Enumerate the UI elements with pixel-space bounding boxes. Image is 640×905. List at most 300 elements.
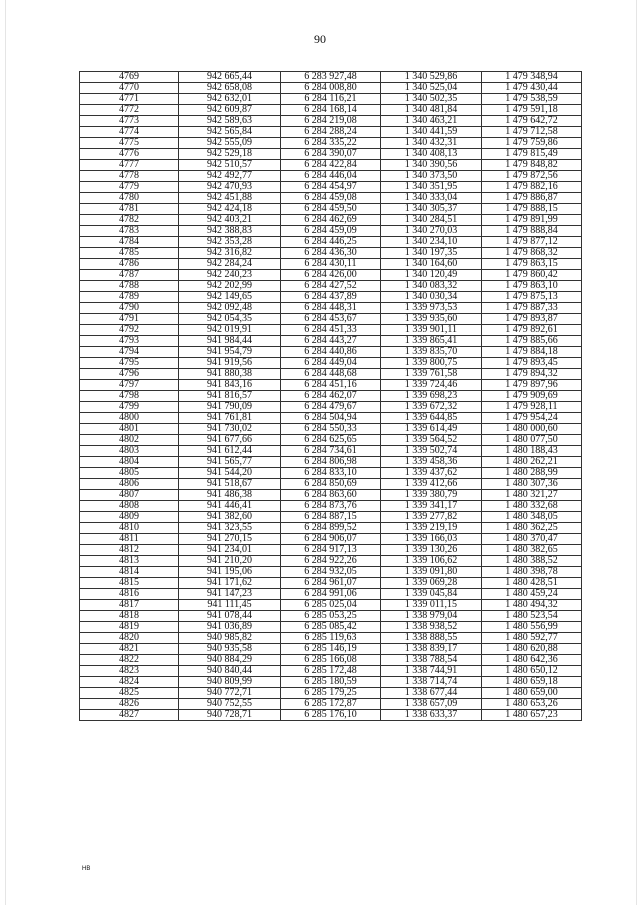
point-number-cell: 4812 (80, 545, 179, 556)
table-row (80, 105, 582, 116)
coord-x2-cell: 1 338 839,17 (381, 644, 482, 655)
coord-x1-cell: 941 486,38 (179, 490, 281, 501)
coord-x2-cell: 1 338 633,37 (381, 710, 482, 721)
coord-x2-cell: 1 339 277,82 (381, 512, 482, 523)
table-row (80, 435, 582, 446)
coord-x2-cell: 1 338 677,44 (381, 688, 482, 699)
coord-x1-cell: 941 919,56 (179, 358, 281, 369)
coord-y1-cell: 6 284 850,69 (281, 479, 381, 490)
coord-x1-cell: 942 510,57 (179, 160, 281, 171)
coord-x1-cell: 940 809,99 (179, 677, 281, 688)
coord-x1-cell: 941 761,81 (179, 413, 281, 424)
coord-y2-cell: 1 479 887,33 (482, 303, 582, 314)
table-row (80, 259, 582, 270)
table-row (80, 116, 582, 127)
coord-y2-cell: 1 479 860,42 (482, 270, 582, 281)
table-row (80, 523, 582, 534)
table-row (80, 127, 582, 138)
point-number-cell: 4783 (80, 226, 179, 237)
coord-y1-cell: 6 284 833,10 (281, 468, 381, 479)
table-row (80, 72, 582, 83)
point-number-cell: 4786 (80, 259, 179, 270)
coord-y2-cell: 1 479 872,56 (482, 171, 582, 182)
coord-y1-cell: 6 285 176,10 (281, 710, 381, 721)
table-row (80, 248, 582, 259)
coord-y2-cell: 1 480 382,65 (482, 545, 582, 556)
coord-x1-cell: 942 492,77 (179, 171, 281, 182)
coord-y2-cell: 1 479 886,87 (482, 193, 582, 204)
coord-y2-cell: 1 479 591,18 (482, 105, 582, 116)
point-number-cell: 4773 (80, 116, 179, 127)
point-number-cell: 4776 (80, 149, 179, 160)
coord-x1-cell: 942 565,84 (179, 127, 281, 138)
coord-x1-cell: 940 772,71 (179, 688, 281, 699)
coord-x2-cell: 1 339 045,84 (381, 589, 482, 600)
point-number-cell: 4815 (80, 578, 179, 589)
coord-y1-cell: 6 285 025,04 (281, 600, 381, 611)
point-number-cell: 4808 (80, 501, 179, 512)
coord-x1-cell: 940 935,58 (179, 644, 281, 655)
coord-x2-cell: 1 340 463,21 (381, 116, 482, 127)
point-number-cell: 4792 (80, 325, 179, 336)
coord-x1-cell: 942 609,87 (179, 105, 281, 116)
table-row (80, 468, 582, 479)
coord-x2-cell: 1 340 030,34 (381, 292, 482, 303)
coord-x1-cell: 941 843,16 (179, 380, 281, 391)
coord-y1-cell: 6 284 906,07 (281, 534, 381, 545)
coord-y1-cell: 6 285 119,63 (281, 633, 381, 644)
coord-x1-cell: 941 790,09 (179, 402, 281, 413)
coord-x2-cell: 1 339 069,28 (381, 578, 482, 589)
coord-y1-cell: 6 284 446,25 (281, 237, 381, 248)
coord-y2-cell: 1 479 815,49 (482, 149, 582, 160)
table-row (80, 171, 582, 182)
table-row (80, 655, 582, 666)
coord-x1-cell: 941 036,89 (179, 622, 281, 633)
coord-x1-cell: 941 147,23 (179, 589, 281, 600)
point-number-cell: 4816 (80, 589, 179, 600)
coord-x2-cell: 1 339 865,41 (381, 336, 482, 347)
coord-x2-cell: 1 340 120,49 (381, 270, 482, 281)
coord-y2-cell: 1 479 892,61 (482, 325, 582, 336)
coord-x2-cell: 1 339 341,17 (381, 501, 482, 512)
coord-y2-cell: 1 480 370,47 (482, 534, 582, 545)
coord-y1-cell: 6 283 927,48 (281, 72, 381, 83)
coord-x2-cell: 1 339 761,58 (381, 369, 482, 380)
point-number-cell: 4827 (80, 710, 179, 721)
table-row (80, 358, 582, 369)
coord-x2-cell: 1 340 197,35 (381, 248, 482, 259)
point-number-cell: 4810 (80, 523, 179, 534)
coord-y1-cell: 6 284 426,00 (281, 270, 381, 281)
coord-x1-cell: 942 353,28 (179, 237, 281, 248)
coord-x1-cell: 941 518,67 (179, 479, 281, 490)
point-number-cell: 4771 (80, 94, 179, 105)
coord-y1-cell: 6 284 219,08 (281, 116, 381, 127)
table-row (80, 611, 582, 622)
coord-y1-cell: 6 284 288,24 (281, 127, 381, 138)
coord-x1-cell: 942 632,01 (179, 94, 281, 105)
coord-y2-cell: 1 480 388,52 (482, 556, 582, 567)
coord-y2-cell: 1 479 884,18 (482, 347, 582, 358)
coord-x2-cell: 1 339 644,85 (381, 413, 482, 424)
coord-y1-cell: 6 284 446,04 (281, 171, 381, 182)
coord-x2-cell: 1 340 305,37 (381, 204, 482, 215)
coord-x1-cell: 942 284,24 (179, 259, 281, 270)
coord-y2-cell: 1 480 523,54 (482, 611, 582, 622)
coord-y1-cell: 6 284 873,76 (281, 501, 381, 512)
coord-x1-cell: 941 730,02 (179, 424, 281, 435)
point-number-cell: 4774 (80, 127, 179, 138)
coord-x2-cell: 1 338 657,09 (381, 699, 482, 710)
coord-x1-cell: 940 884,29 (179, 655, 281, 666)
coord-x2-cell: 1 338 938,52 (381, 622, 482, 633)
table-row (80, 226, 582, 237)
coord-x2-cell: 1 339 724,46 (381, 380, 482, 391)
scan-edge-left (5, 0, 6, 905)
coord-x1-cell: 941 195,06 (179, 567, 281, 578)
coord-x1-cell: 941 880,38 (179, 369, 281, 380)
coord-y1-cell: 6 284 991,06 (281, 589, 381, 600)
coord-y1-cell: 6 285 172,87 (281, 699, 381, 710)
coord-x2-cell: 1 340 373,50 (381, 171, 482, 182)
coord-y1-cell: 6 284 899,52 (281, 523, 381, 534)
coord-y2-cell: 1 479 882,16 (482, 182, 582, 193)
coord-x2-cell: 1 340 333,04 (381, 193, 482, 204)
coord-y2-cell: 1 479 348,94 (482, 72, 582, 83)
coord-y1-cell: 6 284 116,21 (281, 94, 381, 105)
coord-x1-cell: 941 677,66 (179, 435, 281, 446)
point-number-cell: 4825 (80, 688, 179, 699)
coord-y1-cell: 6 285 146,19 (281, 644, 381, 655)
coord-y2-cell: 1 479 888,15 (482, 204, 582, 215)
coord-y1-cell: 6 284 440,86 (281, 347, 381, 358)
coord-x2-cell: 1 339 412,66 (381, 479, 482, 490)
coord-y2-cell: 1 480 321,27 (482, 490, 582, 501)
point-number-cell: 4817 (80, 600, 179, 611)
point-number-cell: 4801 (80, 424, 179, 435)
table-row (80, 369, 582, 380)
coord-y1-cell: 6 284 459,09 (281, 226, 381, 237)
coord-y2-cell: 1 479 848,82 (482, 160, 582, 171)
coord-x1-cell: 941 323,55 (179, 523, 281, 534)
point-number-cell: 4769 (80, 72, 179, 83)
table-row (80, 270, 582, 281)
table-row (80, 600, 582, 611)
table-row (80, 380, 582, 391)
coord-y1-cell: 6 284 625,65 (281, 435, 381, 446)
coord-x2-cell: 1 339 437,62 (381, 468, 482, 479)
coord-y1-cell: 6 284 451,16 (281, 380, 381, 391)
point-number-cell: 4770 (80, 83, 179, 94)
coord-x1-cell: 941 446,41 (179, 501, 281, 512)
point-number-cell: 4818 (80, 611, 179, 622)
coord-x1-cell: 942 589,63 (179, 116, 281, 127)
point-number-cell: 4775 (80, 138, 179, 149)
point-number-cell: 4777 (80, 160, 179, 171)
point-number-cell: 4823 (80, 666, 179, 677)
scan-edge-right (636, 0, 637, 905)
table-row (80, 149, 582, 160)
table-row (80, 677, 582, 688)
coord-x1-cell: 942 316,82 (179, 248, 281, 259)
coord-y1-cell: 6 284 427,52 (281, 281, 381, 292)
coord-x1-cell: 941 171,62 (179, 578, 281, 589)
table-row (80, 490, 582, 501)
table-row (80, 292, 582, 303)
point-number-cell: 4820 (80, 633, 179, 644)
coord-x2-cell: 1 340 351,95 (381, 182, 482, 193)
point-number-cell: 4813 (80, 556, 179, 567)
coord-y2-cell: 1 479 954,24 (482, 413, 582, 424)
coord-x1-cell: 942 658,08 (179, 83, 281, 94)
coord-x1-cell: 941 210,20 (179, 556, 281, 567)
point-number-cell: 4788 (80, 281, 179, 292)
coord-x2-cell: 1 340 502,35 (381, 94, 482, 105)
coord-x2-cell: 1 339 672,32 (381, 402, 482, 413)
coord-x1-cell: 940 985,82 (179, 633, 281, 644)
point-number-cell: 4821 (80, 644, 179, 655)
coord-x2-cell: 1 338 888,55 (381, 633, 482, 644)
coord-y2-cell: 1 480 288,99 (482, 468, 582, 479)
coord-x2-cell: 1 338 744,91 (381, 666, 482, 677)
coord-y1-cell: 6 284 550,33 (281, 424, 381, 435)
coord-y2-cell: 1 479 712,58 (482, 127, 582, 138)
coord-x1-cell: 942 665,44 (179, 72, 281, 83)
coord-y1-cell: 6 284 917,13 (281, 545, 381, 556)
coord-y2-cell: 1 479 430,44 (482, 83, 582, 94)
point-number-cell: 4814 (80, 567, 179, 578)
coord-y2-cell: 1 480 348,05 (482, 512, 582, 523)
coord-y2-cell: 1 480 592,77 (482, 633, 582, 644)
table-row (80, 710, 582, 721)
coord-x2-cell: 1 340 432,31 (381, 138, 482, 149)
coord-x2-cell: 1 338 714,74 (381, 677, 482, 688)
point-number-cell: 4794 (80, 347, 179, 358)
point-number-cell: 4796 (80, 369, 179, 380)
coord-x1-cell: 942 555,09 (179, 138, 281, 149)
coord-y2-cell: 1 479 538,59 (482, 94, 582, 105)
point-number-cell: 4790 (80, 303, 179, 314)
footer-mark: HB (82, 866, 91, 872)
coord-y1-cell: 6 284 961,07 (281, 578, 381, 589)
coord-y1-cell: 6 285 172,48 (281, 666, 381, 677)
coord-x1-cell: 942 403,21 (179, 215, 281, 226)
coord-x2-cell: 1 339 935,60 (381, 314, 482, 325)
coord-y1-cell: 6 284 422,84 (281, 160, 381, 171)
coord-y1-cell: 6 284 436,30 (281, 248, 381, 259)
coord-y1-cell: 6 285 180,59 (281, 677, 381, 688)
table-row (80, 512, 582, 523)
coord-y2-cell: 1 479 928,11 (482, 402, 582, 413)
coord-x1-cell: 941 234,01 (179, 545, 281, 556)
coord-y1-cell: 6 284 462,07 (281, 391, 381, 402)
coord-y1-cell: 6 284 932,05 (281, 567, 381, 578)
table-row (80, 314, 582, 325)
table-row (80, 138, 582, 149)
coord-y2-cell: 1 480 262,21 (482, 457, 582, 468)
coord-x1-cell: 941 544,20 (179, 468, 281, 479)
table-row (80, 534, 582, 545)
table-row (80, 556, 582, 567)
table-row (80, 204, 582, 215)
table-row (80, 402, 582, 413)
coord-y2-cell: 1 480 307,36 (482, 479, 582, 490)
coord-y1-cell: 6 284 451,33 (281, 325, 381, 336)
table-row (80, 666, 582, 677)
point-number-cell: 4787 (80, 270, 179, 281)
coord-y1-cell: 6 284 504,94 (281, 413, 381, 424)
coord-y2-cell: 1 479 875,13 (482, 292, 582, 303)
coord-y2-cell: 1 480 494,32 (482, 600, 582, 611)
point-number-cell: 4824 (80, 677, 179, 688)
table-row (80, 644, 582, 655)
coord-y1-cell: 6 284 459,08 (281, 193, 381, 204)
coord-y2-cell: 1 480 077,50 (482, 435, 582, 446)
point-number-cell: 4804 (80, 457, 179, 468)
coordinates-table-container (79, 71, 581, 721)
point-number-cell: 4803 (80, 446, 179, 457)
coordinates-table (79, 71, 582, 721)
point-number-cell: 4791 (80, 314, 179, 325)
coord-y2-cell: 1 479 894,32 (482, 369, 582, 380)
coord-y2-cell: 1 479 877,12 (482, 237, 582, 248)
coord-x2-cell: 1 339 835,70 (381, 347, 482, 358)
coord-x1-cell: 942 240,23 (179, 270, 281, 281)
coord-y1-cell: 6 284 459,50 (281, 204, 381, 215)
coord-x1-cell: 941 382,60 (179, 512, 281, 523)
coord-x2-cell: 1 339 800,75 (381, 358, 482, 369)
coord-y1-cell: 6 284 443,27 (281, 336, 381, 347)
coord-y2-cell: 1 480 362,25 (482, 523, 582, 534)
coord-x2-cell: 1 339 901,11 (381, 325, 482, 336)
point-number-cell: 4785 (80, 248, 179, 259)
coord-y2-cell: 1 479 868,32 (482, 248, 582, 259)
coord-y1-cell: 6 284 453,67 (281, 314, 381, 325)
coord-y2-cell: 1 480 620,88 (482, 644, 582, 655)
point-number-cell: 4793 (80, 336, 179, 347)
coord-y1-cell: 6 285 179,25 (281, 688, 381, 699)
point-number-cell: 4780 (80, 193, 179, 204)
coord-x2-cell: 1 339 973,53 (381, 303, 482, 314)
table-row (80, 578, 582, 589)
coord-x2-cell: 1 339 380,79 (381, 490, 482, 501)
coord-x2-cell: 1 339 106,62 (381, 556, 482, 567)
point-number-cell: 4800 (80, 413, 179, 424)
table-row (80, 479, 582, 490)
coord-x1-cell: 941 270,15 (179, 534, 281, 545)
coord-y2-cell: 1 480 642,36 (482, 655, 582, 666)
table-row (80, 589, 582, 600)
coord-y2-cell: 1 479 891,99 (482, 215, 582, 226)
point-number-cell: 4807 (80, 490, 179, 501)
table-row (80, 215, 582, 226)
coord-y2-cell: 1 479 909,69 (482, 391, 582, 402)
coord-x2-cell: 1 340 408,13 (381, 149, 482, 160)
coord-x2-cell: 1 340 284,51 (381, 215, 482, 226)
coord-x2-cell: 1 340 270,03 (381, 226, 482, 237)
table-row (80, 347, 582, 358)
coord-y2-cell: 1 480 459,24 (482, 589, 582, 600)
coord-x1-cell: 942 470,93 (179, 182, 281, 193)
coord-y1-cell: 6 284 887,15 (281, 512, 381, 523)
table-row (80, 281, 582, 292)
coord-y1-cell: 6 284 479,67 (281, 402, 381, 413)
coord-x1-cell: 941 984,44 (179, 336, 281, 347)
coord-x2-cell: 1 339 698,23 (381, 391, 482, 402)
coord-y2-cell: 1 479 893,45 (482, 358, 582, 369)
table-row (80, 83, 582, 94)
coord-x1-cell: 941 078,44 (179, 611, 281, 622)
coord-x2-cell: 1 338 979,04 (381, 611, 482, 622)
table-row (80, 237, 582, 248)
coord-y1-cell: 6 285 085,42 (281, 622, 381, 633)
table-row (80, 94, 582, 105)
coord-y1-cell: 6 285 166,08 (281, 655, 381, 666)
coord-x1-cell: 940 840,44 (179, 666, 281, 677)
coord-y2-cell: 1 480 657,23 (482, 710, 582, 721)
coord-x2-cell: 1 340 164,60 (381, 259, 482, 270)
coord-x1-cell: 941 565,77 (179, 457, 281, 468)
coord-y1-cell: 6 284 008,80 (281, 83, 381, 94)
point-number-cell: 4819 (80, 622, 179, 633)
coord-y2-cell: 1 480 398,78 (482, 567, 582, 578)
coord-x2-cell: 1 340 481,84 (381, 105, 482, 116)
coord-x1-cell: 941 954,79 (179, 347, 281, 358)
coord-x2-cell: 1 339 166,03 (381, 534, 482, 545)
coord-x1-cell: 942 529,18 (179, 149, 281, 160)
coord-x2-cell: 1 340 390,56 (381, 160, 482, 171)
coord-x2-cell: 1 339 614,49 (381, 424, 482, 435)
point-number-cell: 4778 (80, 171, 179, 182)
page-number: 90 (314, 32, 326, 46)
coord-y1-cell: 6 284 454,97 (281, 182, 381, 193)
coord-x2-cell: 1 339 091,80 (381, 567, 482, 578)
table-row (80, 457, 582, 468)
coord-y1-cell: 6 284 922,26 (281, 556, 381, 567)
table-row (80, 182, 582, 193)
point-number-cell: 4798 (80, 391, 179, 402)
point-number-cell: 4806 (80, 479, 179, 490)
table-row (80, 413, 582, 424)
coord-y1-cell: 6 284 863,60 (281, 490, 381, 501)
coord-y1-cell: 6 284 448,68 (281, 369, 381, 380)
point-number-cell: 4781 (80, 204, 179, 215)
table-row (80, 545, 582, 556)
coord-x2-cell: 1 339 458,36 (381, 457, 482, 468)
coord-x1-cell: 942 451,88 (179, 193, 281, 204)
coord-x1-cell: 940 752,55 (179, 699, 281, 710)
table-row (80, 501, 582, 512)
coord-y1-cell: 6 284 462,69 (281, 215, 381, 226)
table-row (80, 622, 582, 633)
coord-y1-cell: 6 284 734,61 (281, 446, 381, 457)
table-row (80, 325, 582, 336)
coord-y2-cell: 1 480 332,68 (482, 501, 582, 512)
point-number-cell: 4809 (80, 512, 179, 523)
coord-x2-cell: 1 340 525,04 (381, 83, 482, 94)
coord-y2-cell: 1 479 893,87 (482, 314, 582, 325)
coordinates-table-body (80, 72, 582, 721)
coord-y2-cell: 1 479 863,15 (482, 259, 582, 270)
coord-y2-cell: 1 480 556,99 (482, 622, 582, 633)
point-number-cell: 4802 (80, 435, 179, 446)
coord-x1-cell: 942 054,35 (179, 314, 281, 325)
coord-x1-cell: 942 424,18 (179, 204, 281, 215)
point-number-cell: 4822 (80, 655, 179, 666)
coord-x1-cell: 940 728,71 (179, 710, 281, 721)
point-number-cell: 4784 (80, 237, 179, 248)
